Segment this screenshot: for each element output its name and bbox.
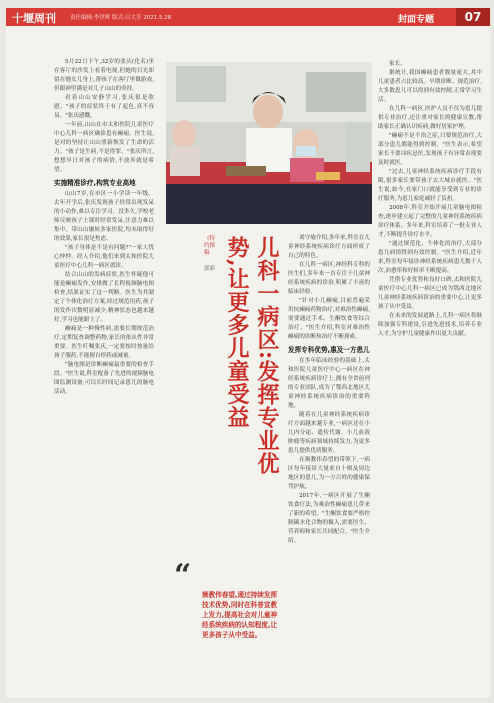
editor-credits: 责任编辑:李世辉 版式:吕大芳 2021.5.28: [70, 15, 172, 21]
article-photo: [166, 62, 372, 224]
paragraph: 结合山山的发病症状,医生怀疑他可能是癫痫发作,安排做了长程视频脑电图检查,结果证实了这一判断。医生为其制定了个体化治疗方案,经过规范用药,孩子的发作次数明显减少,精神状态也越来越好,学习也能跟上了。: [54, 272, 154, 323]
paragraph: 山山7岁,在市区一小学读一年级。去年开学后,张庆发现孩子经常出现发呆的小动作,难以专注学习。没多久,学校老师反映孩子上课时经常发呆,注意力难以集中。带山山辗转多家医院,均未取得好的效果,家长很是焦虑。: [54, 191, 154, 242]
paragraph: 据统计,我国癫痫患者数量庞大,其中儿童患者占比较高。早期诊断、规范治疗,大多数患儿可以得到有效控制,正常学习生活。: [378, 70, 482, 103]
paragraph: 癫痫是一种慢性病,需要长期规范治疗,定期复查调整药物,家长的依从性非常重要。医生叮嘱张庆,一定要按时按量给孩子服药,不能擅自停药或减量。: [54, 326, 154, 359]
paragraph: 2008年,科室开始开展儿童脑电图检查,逐步建立起了完整的儿童神经系统疾病诊疗体系。多年来,科室培养了一批专业人才,不断提升诊疗水平。: [378, 205, 482, 238]
newspaper-page: [6, 8, 490, 698]
paragraph: 随着在儿童神经系统疾病诊疗方面越来越专业,一病区还在小儿内分泌、遗传代谢、小儿血液肿瘤等疾病领域持续发力,为更多患儿提供优质服务。: [288, 412, 370, 454]
pull-quote: 频教伟春望,通过持续发挥技术优势,同时在科普宣教上发力,提高社会对儿童神经系统疾病的认知程度,让更多孩子从中受益。: [202, 591, 278, 639]
paragraph: 5月22日下午,32岁的张庆(化名)坐在客厅的沙发上看着电视,但她的目光却留在她女儿身上,帮孩子在客厅里做游戏,但眼神里满是对儿子山山的牵挂。: [54, 59, 154, 92]
subheading: 发挥专科优势,惠及一方患儿: [288, 346, 370, 354]
paragraph: 一年前,山山在市太和医院儿童医疗中心儿科一病区确诊患有癫痫。医生说,是对的坚持让山山重新焕发了生命的活力。"孩子是生病,不是得罪。"张庆所言,想想早日对孩子的病情,不放弃就是希望。: [54, 122, 154, 173]
paragraph: 在儿科一病区,神经科专科的医生们,多年来一直专注于儿童神经系统疾病的诊治,积累了丰富的临床经验。: [288, 262, 370, 295]
paragraph: 2017年,一病区开展了生酮饮食疗法,为难治性癫痫患儿带来了新的希望。"生酮饮食要严格控制碳水化合物的摄入,需要医生、营养师和家长共同配合。"医生介绍。: [288, 493, 370, 544]
paragraph: "过去,儿童神经系统疾病诊疗手段有限,很多家长要带孩子去大城市就医。"医生说,如今,在家门口就能享受到专业的诊疗服务,为患儿家庭减轻了负担。: [378, 169, 482, 202]
paragraph: 刘守瑜介绍,多年来,科室在儿童神经系统疾病诊疗方面形成了自己的特色。: [288, 235, 370, 259]
paragraph: 凭借专业优势和良好口碑,太和医院儿童医疗中心儿科一病区已成为鄂西北地区儿童神经系统疾病诊治的重要中心,让更多孩子从中受益。: [378, 277, 482, 310]
article-title: 儿科一病区:发挥专业优势,让更多儿童受益: [224, 236, 280, 476]
paragraph: "针对小儿癫痫,目前普遍采用抗癫痫药物治疗,对难治性癫痫,需要通过手术、生酮饮食等综合治疗。"医生介绍,科室对难治性癫痫的诊断和治疗不断探索。: [288, 298, 370, 340]
paragraph: 在多年临床经验的基础上,太和医院儿童医疗中心一病区在神经系统疾病诊疗上,拥有全省前列的专业团队,成为了鄂西北地区儿童神经系统疾病诊治的重要阵地。: [288, 358, 370, 409]
article-column-2: [288, 234, 370, 688]
paragraph: 在儿科一病区,医护人员不仅为患儿提供专业治疗,还注重对家长的健康宣教,帮助家长正确认识疾病,做好居家护理。: [378, 106, 482, 130]
column-tag: 《特约撰稿: [204, 236, 216, 256]
article-column-1: [54, 58, 154, 688]
subheading: 实施精准诊疗,构筑专业高地: [54, 179, 136, 187]
section-name: 封面专题: [398, 15, 435, 25]
publication-name: 十堰周刊: [12, 12, 56, 25]
page-number: 07: [456, 8, 490, 26]
quote-mark-icon: “: [174, 558, 192, 593]
doctor-with-child-photo: [166, 62, 372, 224]
paragraph: "通过规范化、个体化的治疗,大部分患儿病情得到有效控制。"医生介绍,近年来,科室每年接诊神经系统疾病患儿数千人次,治愈率和好转率不断提高。: [378, 241, 482, 274]
author-name: 郭彩: [204, 266, 216, 272]
paragraph: 在频教伟春望的带领下,一病区每年接诊大量来自十堰及周边地区的患儿,为一方百姓的健康保驾护航。: [288, 457, 370, 490]
paragraph: "癫痫不是不治之症,只要规范治疗,大部分患儿都能得到控制。"医生表示,希望家长不要讳疾忌医,发现孩子有异常表现要及时就医。: [378, 133, 482, 166]
paragraph: "脑电图是诊断癫痫最重要的检查手段。"医生说,科室配备了先进的视频脑电图监测设备,可以长时间记录患儿的脑电活动。: [54, 362, 154, 395]
paragraph: 看着山山安静学习,张庆很是欣慰。"孩子的症状终于有了起色,真不容易。"张庆感慨。: [54, 95, 154, 119]
page-header: [6, 8, 490, 26]
paragraph: 家长。: [389, 61, 406, 67]
paragraph: "孩子身体是不是有问题?"一家人忧心忡忡。经人介绍,他们来到太和医院儿童医疗中心儿科一病区就诊。: [54, 245, 154, 269]
paragraph: 在未来的发展道路上,儿科一病区将继续加强专科建设,引进先进技术,培养专业人才,为守护儿童健康作出更大贡献。: [378, 313, 482, 337]
article-column-3: [378, 60, 482, 688]
